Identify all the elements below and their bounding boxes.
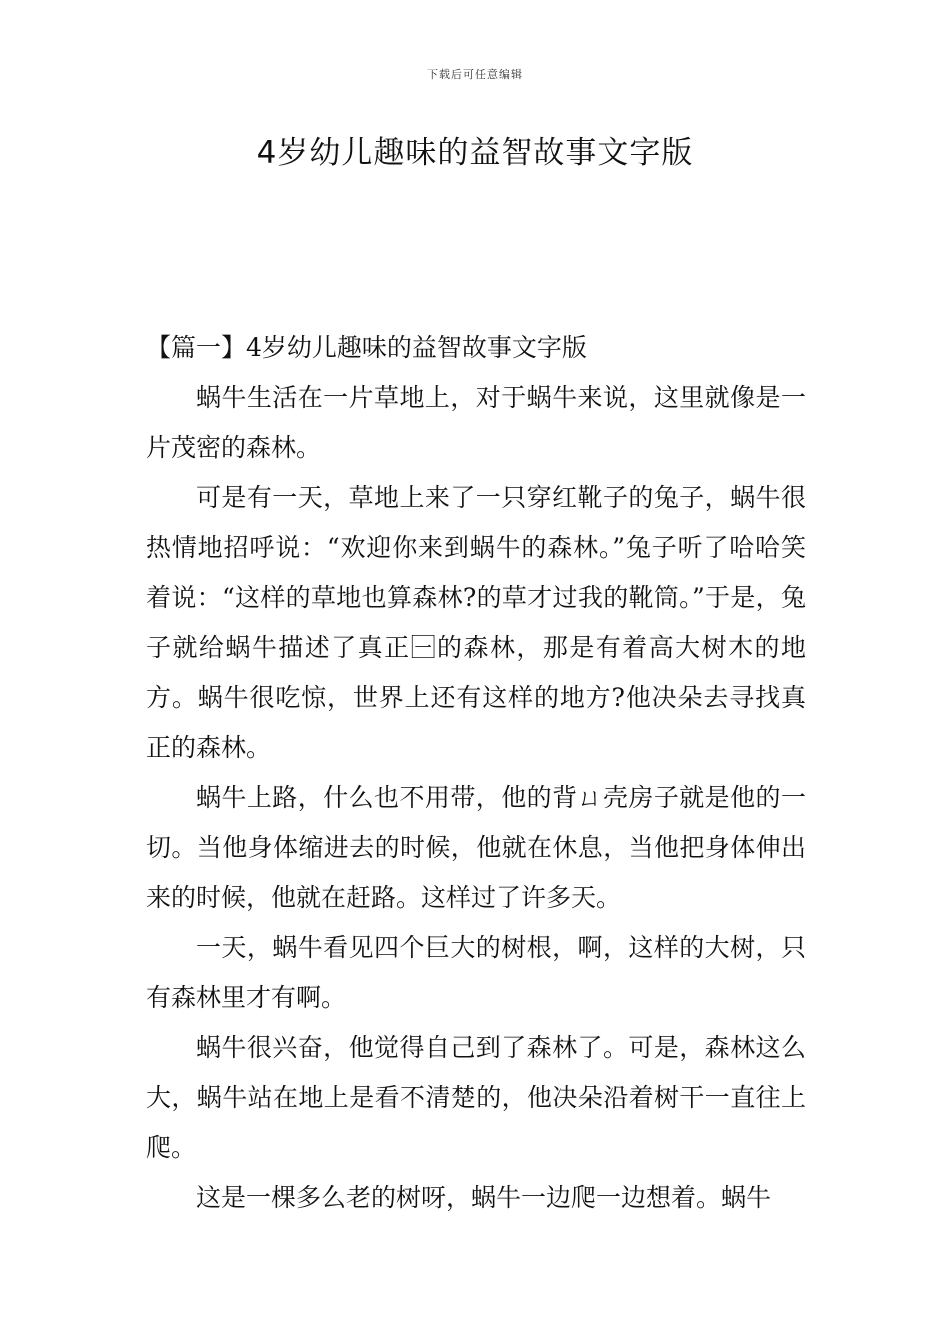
document-body bbox=[146, 323, 806, 1223]
paragraph: 蜗牛很兴奋，他觉得自己到了森林了。可是，森林这么大，蜗牛站在地上是看不清楚的，他决朵沿着树干一直往上爬。 bbox=[146, 1033, 806, 1162]
paragraph: 一天，蜗牛看见四个巨大的树根，啊，这样的大树，只有森林里才有啊。 bbox=[146, 933, 806, 1012]
paragraph: 蜗牛生活在一片草地上，对于蜗牛来说，这里就像是一片茂密的森林。 bbox=[146, 383, 806, 462]
paragraph: 可是有一天，草地上来了一只穿红靴子的兔子，蜗牛很热情地招呼说：“欢迎你来到蜗牛的森林。”兔子听了哈哈笑着说：“这样的草地也算森林?的草才过我的靴筒。”于是，兔子就给蜗牛描述了真正🈩的森林，那是有着高大树木的地方。蜗牛很吃惊，世界上还有这样的地方?他决朵去寻找真正的森林。 bbox=[146, 483, 806, 762]
section-heading: 【篇一】4岁幼儿趣味的益智故事文字版 bbox=[146, 333, 587, 362]
header-note: 下载后可任意编辑 bbox=[427, 68, 523, 81]
paragraph: 这是一棵多么老的树呀，蜗牛一边爬一边想着。蜗牛 bbox=[196, 1183, 772, 1212]
page-title: 4岁幼儿趣味的益智故事文字版 bbox=[256, 135, 694, 171]
paragraph: 蜗牛上路，什么也不用带，他的背ㄩ壳房子就是他的一切。当他身体缩进去的时候，他就在休息，当他把身体伸出来的时候，他就在赶路。这样过了许多天。 bbox=[146, 783, 806, 912]
